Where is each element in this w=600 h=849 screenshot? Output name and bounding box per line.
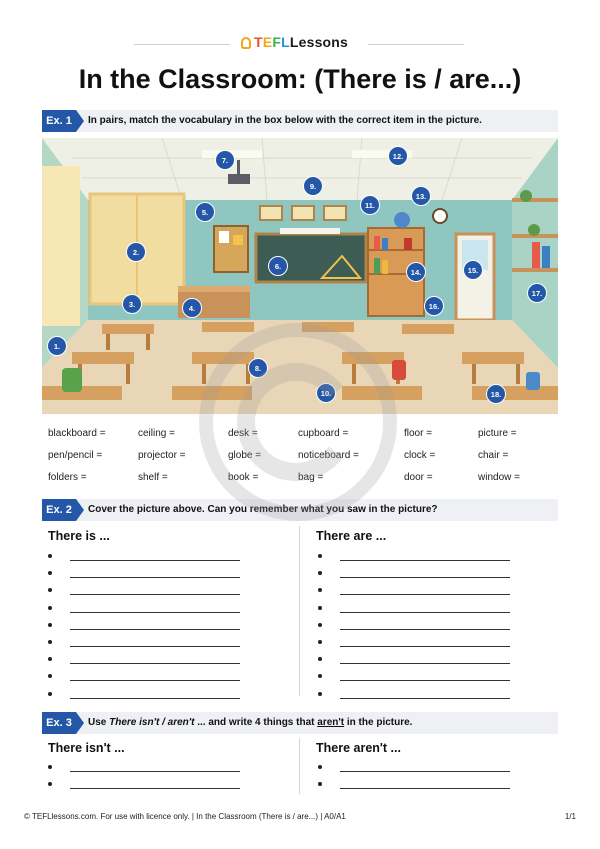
there-arent-title: There aren't ... <box>316 741 401 755</box>
writing-rule <box>340 680 510 681</box>
bullet-icon <box>318 588 322 592</box>
column-divider-ex3 <box>299 738 300 794</box>
picture-marker-8: 8. <box>248 358 268 378</box>
vocab-item: ceiling = <box>138 428 175 439</box>
page-number: 1/1 <box>564 812 576 821</box>
ex3-instruction-em: There isn't / aren't <box>109 717 195 728</box>
vocab-item: folders = <box>48 472 87 483</box>
column-divider <box>299 526 300 696</box>
writing-rule <box>70 788 240 789</box>
logo-letter-t: T <box>254 34 263 50</box>
bullet-icon <box>318 623 322 627</box>
writing-rule <box>70 594 240 595</box>
bullet-icon <box>48 657 52 661</box>
writing-rule <box>340 646 510 647</box>
there-are-title: There are ... <box>316 529 387 543</box>
vocab-item: bag = <box>298 472 324 483</box>
writing-rule <box>70 698 240 699</box>
ex3-header <box>42 712 558 734</box>
writing-rule <box>340 577 510 578</box>
bullet-icon <box>318 571 322 575</box>
bullet-icon <box>48 554 52 558</box>
picture-marker-12: 12. <box>388 146 408 166</box>
picture-marker-18: 18. <box>486 384 506 404</box>
bullet-icon <box>48 571 52 575</box>
writing-rule <box>70 629 240 630</box>
picture-marker-15: 15. <box>463 260 483 280</box>
ex1-header <box>42 110 558 132</box>
picture-marker-16: 16. <box>424 296 444 316</box>
ex1-instruction: In pairs, match the vocabulary in the box below with the correct item in the picture. <box>88 115 482 126</box>
picture-marker-17: 17. <box>527 283 547 303</box>
ex3-label: Ex. 3 <box>42 712 76 734</box>
writing-rule <box>70 560 240 561</box>
bullet-icon <box>48 765 52 769</box>
writing-rule <box>340 788 510 789</box>
picture-marker-4: 4. <box>182 298 202 318</box>
ex2-header <box>42 499 558 521</box>
logo-row <box>0 32 600 56</box>
vocab-item: door = <box>404 472 433 483</box>
bullet-icon <box>48 674 52 678</box>
ex3-instruction-underlined: aren't <box>317 717 345 728</box>
writing-rule <box>70 612 240 613</box>
bullet-icon <box>318 554 322 558</box>
bullet-icon <box>48 588 52 592</box>
picture-marker-3: 3. <box>122 294 142 314</box>
picture-marker-11: 11. <box>360 195 380 215</box>
vocab-item: floor = <box>404 428 433 439</box>
logo-letter-l: L <box>281 34 290 50</box>
ex2-label: Ex. 2 <box>42 499 76 521</box>
classroom-picture <box>42 138 558 414</box>
bullet-icon <box>318 692 322 696</box>
writing-rule <box>340 612 510 613</box>
bullet-icon <box>48 606 52 610</box>
writing-rule <box>70 577 240 578</box>
writing-rule <box>70 771 240 772</box>
ex3-instruction-pre: Use <box>88 717 110 728</box>
picture-marker-1: 1. <box>47 336 67 356</box>
picture-marker-10: 10. <box>316 383 336 403</box>
writing-rule <box>70 680 240 681</box>
footer-text: © TEFLlessons.com. For use with licence only. | In the Classroom (There is / are...) | A0/A1 <box>24 812 346 821</box>
picture-marker-7: 7. <box>215 150 235 170</box>
vocab-item: desk = <box>228 428 258 439</box>
ex3-instruction-mid: ... and write 4 things that <box>194 717 318 728</box>
vocab-item: clock = <box>404 450 436 461</box>
bullet-icon <box>48 640 52 644</box>
vocab-item: noticeboard = <box>298 450 359 461</box>
logo-divider-right <box>368 44 464 45</box>
bullet-icon <box>48 782 52 786</box>
bullet-icon <box>318 765 322 769</box>
picture-marker-2: 2. <box>126 242 146 262</box>
picture-marker-9: 9. <box>303 176 323 196</box>
logo-divider-left <box>134 44 230 45</box>
bullet-icon <box>318 640 322 644</box>
logo-letter-f: F <box>272 34 282 50</box>
bullet-icon <box>318 657 322 661</box>
picture-marker-13: 13. <box>411 186 431 206</box>
page-title: In the Classroom: (There is / are...) <box>78 64 522 94</box>
bullet-icon <box>318 606 322 610</box>
bullet-icon <box>48 623 52 627</box>
logo-letter-e: E <box>262 34 273 50</box>
writing-rule <box>340 560 510 561</box>
there-is-title: There is ... <box>48 529 110 543</box>
bullet-icon <box>48 692 52 696</box>
bullet-icon <box>318 674 322 678</box>
brand-logo <box>241 34 348 50</box>
ex3-instruction <box>88 712 412 734</box>
writing-rule <box>340 698 510 699</box>
writing-rule <box>340 771 510 772</box>
picture-marker-6: 6. <box>268 256 288 276</box>
writing-rule <box>70 646 240 647</box>
vocab-item: pen/pencil = <box>48 450 103 461</box>
vocab-item: window = <box>478 472 520 483</box>
ex3-instruction-post: in the picture. <box>344 717 413 728</box>
vocab-item: chair = <box>478 450 509 461</box>
lightbulb-icon <box>241 37 251 49</box>
there-isnt-title: There isn't ... <box>48 741 125 755</box>
picture-marker-5: 5. <box>195 202 215 222</box>
footer <box>24 812 576 821</box>
vocab-item: picture = <box>478 428 517 439</box>
vocab-item: globe = <box>228 450 262 461</box>
vocab-item: projector = <box>138 450 186 461</box>
bullet-icon <box>318 782 322 786</box>
writing-rule <box>340 594 510 595</box>
ex1-label: Ex. 1 <box>42 110 76 132</box>
ex2-instruction: Cover the picture above. Can you remember what you saw in the picture? <box>88 504 438 515</box>
vocab-item: blackboard = <box>48 428 106 439</box>
writing-rule <box>70 663 240 664</box>
writing-rule <box>340 629 510 630</box>
vocab-item: cupboard = <box>298 428 349 439</box>
vocab-item: book = <box>228 472 259 483</box>
logo-word-lessons: Lessons <box>289 34 349 50</box>
vocab-item: shelf = <box>138 472 168 483</box>
writing-rule <box>340 663 510 664</box>
picture-marker-14: 14. <box>406 262 426 282</box>
